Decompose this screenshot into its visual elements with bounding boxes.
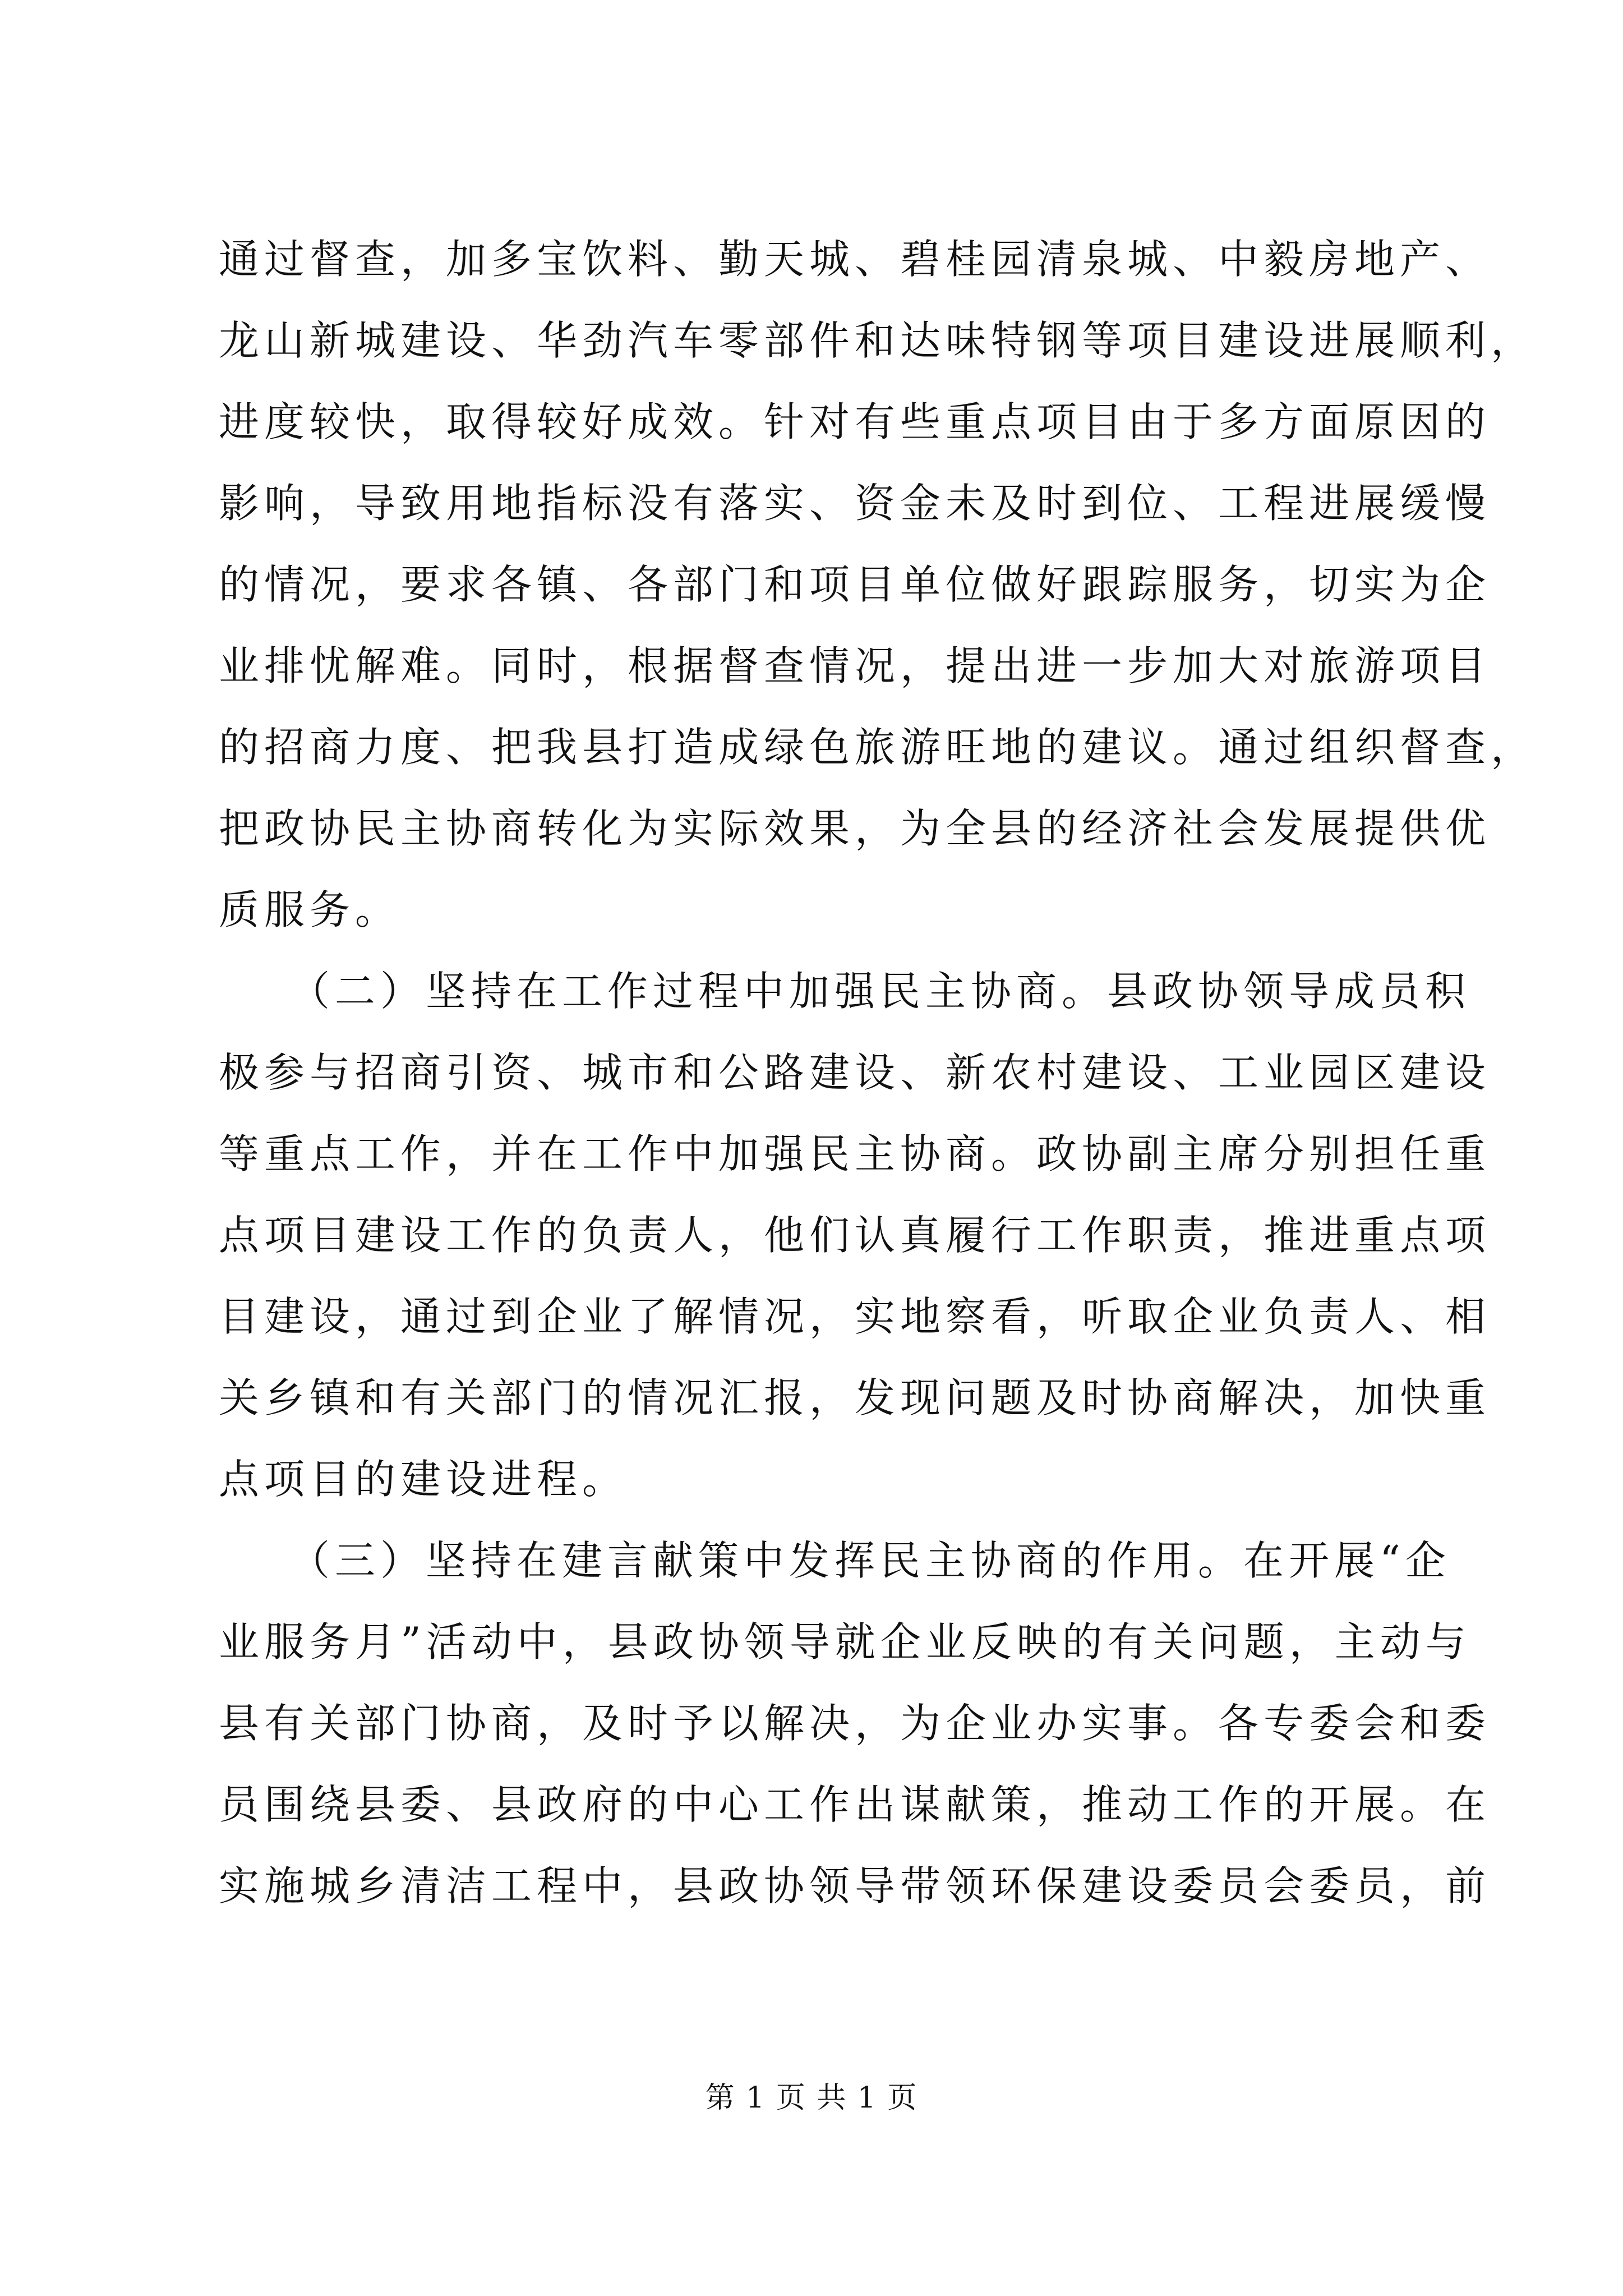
text-line: （三）坚持在建言献策中发挥民主协商的作用。在开展“企: [219, 1537, 1451, 1584]
text-line: 点项目的建设进程。: [219, 1456, 628, 1503]
text-line: 实施城乡清洁工程中，县政协领导带领环保建设委员会委员，前: [219, 1862, 1491, 1910]
text-line: 业排忧解难。同时，根据督查情况，提出进一步加大对旅游项目: [219, 642, 1491, 689]
text-line: 质服务。: [219, 886, 401, 933]
text-line: （二）坚持在工作过程中加强民主协商。县政协领导成员积: [219, 968, 1471, 1015]
text-line: 点项目建设工作的负责人，他们认真履行工作职责，推进重点项: [219, 1212, 1491, 1259]
text-line: 进度较快，取得较好成效。针对有些重点项目由于多方面原因的: [219, 398, 1491, 445]
document-body: [219, 219, 1537, 1927]
text-line: 业服务月”活动中，县政协领导就企业反映的有关问题，主动与: [219, 1618, 1471, 1665]
text-line: 极参与招商引资、城市和公路建设、新农村建设、工业园区建设: [219, 1049, 1491, 1096]
text-line: 龙山新城建设、华劲汽车零部件和达味特钢等项目建设进展顺利，: [219, 317, 1537, 364]
text-line: 通过督查，加多宝饮料、勤天城、碧桂园清泉城、中毅房地产、: [219, 236, 1491, 283]
text-line: 县有关部门协商，及时予以解决，为企业办实事。各专委会和委: [219, 1700, 1491, 1747]
text-line: 的招商力度、把我县打造成绿色旅游旺地的建议。通过组织督查，: [219, 724, 1537, 771]
text-line: 等重点工作，并在工作中加强民主协商。政协副主席分别担任重: [219, 1130, 1491, 1177]
text-line: 目建设，通过到企业了解情况，实地察看，听取企业负责人、相: [219, 1293, 1491, 1340]
page-number-footer: 第 1 页 共 1 页: [705, 2081, 918, 2115]
text-line: 影响，导致用地指标没有落实、资金未及时到位、工程进展缓慢: [219, 480, 1491, 527]
text-line: 关乡镇和有关部门的情况汇报，发现问题及时协商解决，加快重: [219, 1374, 1491, 1421]
text-line: 员围绕县委、县政府的中心工作出谋献策，推动工作的开展。在: [219, 1781, 1491, 1828]
text-line: 的情况，要求各镇、各部门和项目单位做好跟踪服务，切实为企: [219, 561, 1491, 608]
text-line: 把政协民主协商转化为实际效果，为全县的经济社会发展提供优: [219, 805, 1491, 852]
